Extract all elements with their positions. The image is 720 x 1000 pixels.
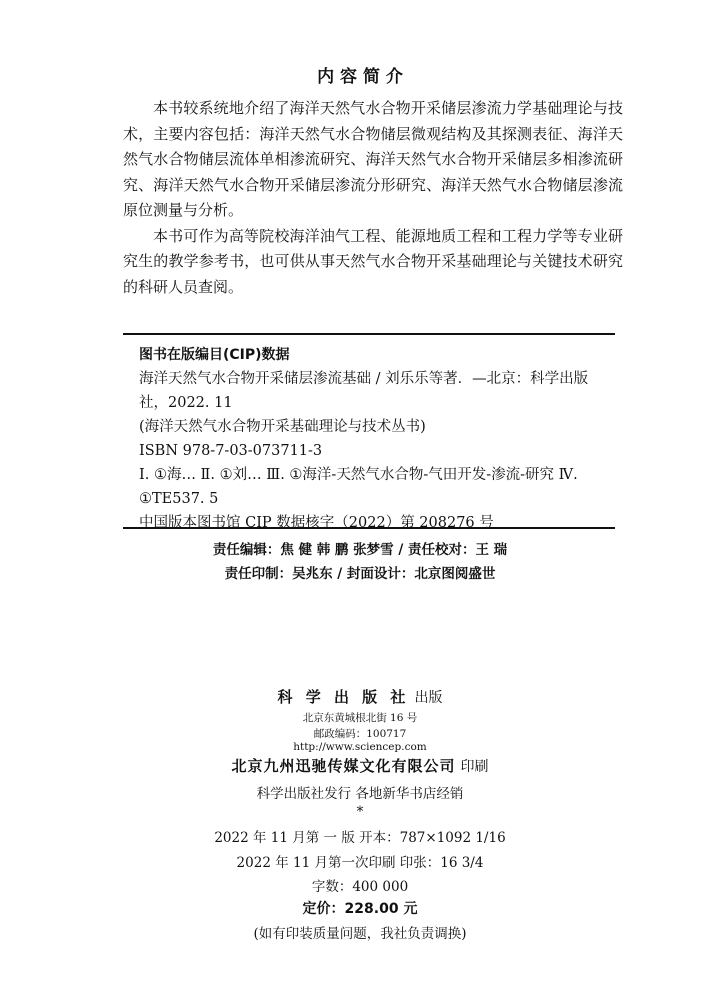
- publisher-url: http://www.sciencep.com: [293, 741, 427, 753]
- content-summary-title: 内 容 简 介: [317, 67, 403, 87]
- word-count-line: 字数：400 000: [311, 879, 409, 895]
- distribution-line: 科学出版社发行 各地新华书店经销: [256, 786, 464, 802]
- cip-top-rule: [123, 333, 615, 335]
- staff-line-editors: 责任编辑：焦 健 韩 鹏 张梦雪 / 责任校对：王 瑞: [212, 542, 508, 558]
- content-summary: [123, 96, 623, 300]
- cip-isbn: ISBN 978-7-03-073711-3: [139, 443, 323, 459]
- printer-line: [0, 755, 720, 776]
- price-label: 定价：: [302, 901, 345, 917]
- summary-paragraph-1: 本书较系统地介绍了海洋天然气水合物开采储层渗流力学基础理论与技术，主要内容包括：海洋天然气水合物储层微观结构及其探测表征、海洋天然气水合物储层流体单相渗流研究、海洋天然气水合物开采储层多相渗流研究、海洋天然气水合物开采储层渗流分形研究、海洋天然气水合物储层渗流原位测量与分析。: [123, 99, 623, 219]
- cip-number: 中国版本图书馆 CIP 数据核字（2022）第 208276 号: [139, 515, 494, 531]
- quality-note: (如有印装质量问题，我社负责调换): [253, 926, 467, 942]
- cip-series: (海洋天然气水合物开采基础理论与技术丛书): [139, 419, 426, 435]
- separator-star: *: [356, 804, 364, 820]
- printing-line: 2022 年 11 月第一次印刷 印张：16 3/4: [236, 855, 484, 871]
- publisher-suffix: 出版: [414, 690, 443, 706]
- publisher-line: [0, 686, 720, 707]
- cip-block: [139, 343, 609, 535]
- price-line: [0, 898, 720, 918]
- summary-paragraph-2: 本书可作为高等院校海洋油气工程、能源地质工程和工程力学等专业研究生的教学参考书，也可供从事天然气水合物开采基础理论与关键技术研究的科研人员查阅。: [123, 226, 623, 296]
- publisher-postcode: 邮政编码：100717: [313, 728, 407, 740]
- cip-title-line: 海洋天然气水合物开采储层渗流基础 / 刘乐乐等著．—北京：科学出版社，2022. 11: [139, 371, 589, 411]
- cip-classification: Ⅰ. ①海… Ⅱ. ①刘… Ⅲ. ①海洋-天然气水合物-气田开发-渗流-研究 Ⅳ. ①TE537. 5: [139, 467, 578, 507]
- edition-line: 2022 年 11 月第 一 版 开本：787×1092 1/16: [214, 830, 506, 846]
- publisher-address: 北京东黄城根北街 16 号: [302, 712, 418, 724]
- staff-line-printing: 责任印制：吴兆东 / 封面设计：北京图阅盛世: [224, 566, 496, 582]
- price-value: 228.00 元: [344, 901, 418, 917]
- printer-suffix: 印刷: [460, 759, 489, 775]
- cip-bottom-rule: [123, 527, 615, 529]
- publisher-name: 科 学 出 版 社: [277, 688, 410, 706]
- printer-name: 北京九州迅驰传媒文化有限公司: [231, 757, 456, 775]
- cip-heading: 图书在版编目(CIP)数据: [139, 347, 290, 363]
